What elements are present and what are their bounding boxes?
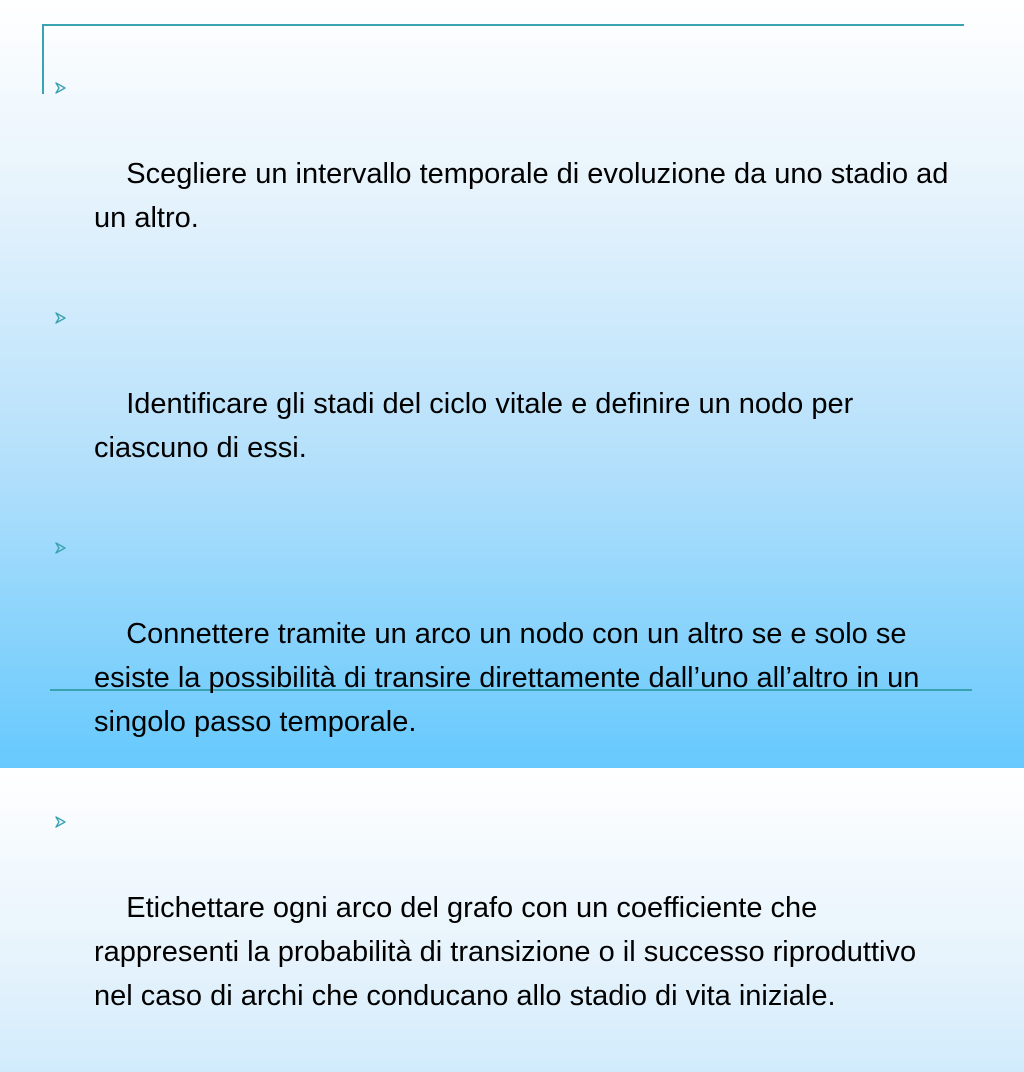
bullet-item <box>52 64 957 284</box>
bullet-item <box>52 798 952 1062</box>
bullet-text: Scegliere un intervallo temporale di evoluzione da uno stadio ad un altro. <box>94 158 957 234</box>
frame-top-line <box>42 24 964 26</box>
arrow-right-icon <box>54 541 68 555</box>
arrow-right-icon <box>54 311 68 325</box>
bullet-text: Connettere tramite un arco un nodo con un altro se e solo se esiste la possibilità di transire direttamente dall’uno all’altro in un singolo passo temporale. <box>94 618 928 738</box>
frame-left-line <box>42 24 44 94</box>
bullet-item <box>52 294 952 514</box>
bullet-list <box>52 64 957 1072</box>
arrow-right-icon <box>54 815 68 829</box>
bullet-text: Etichettare ogni arco del grafo con un coefficiente che rappresenti la probabilità di transizione o il successo riproduttivo nel caso di archi che conducano allo stadio di vita iniziale. <box>94 892 925 1012</box>
bullet-text: Identificare gli stadi del ciclo vitale e definire un nodo per ciascuno di essi. <box>94 388 862 464</box>
arrow-right-icon <box>54 81 68 95</box>
bullet-item <box>52 524 952 788</box>
